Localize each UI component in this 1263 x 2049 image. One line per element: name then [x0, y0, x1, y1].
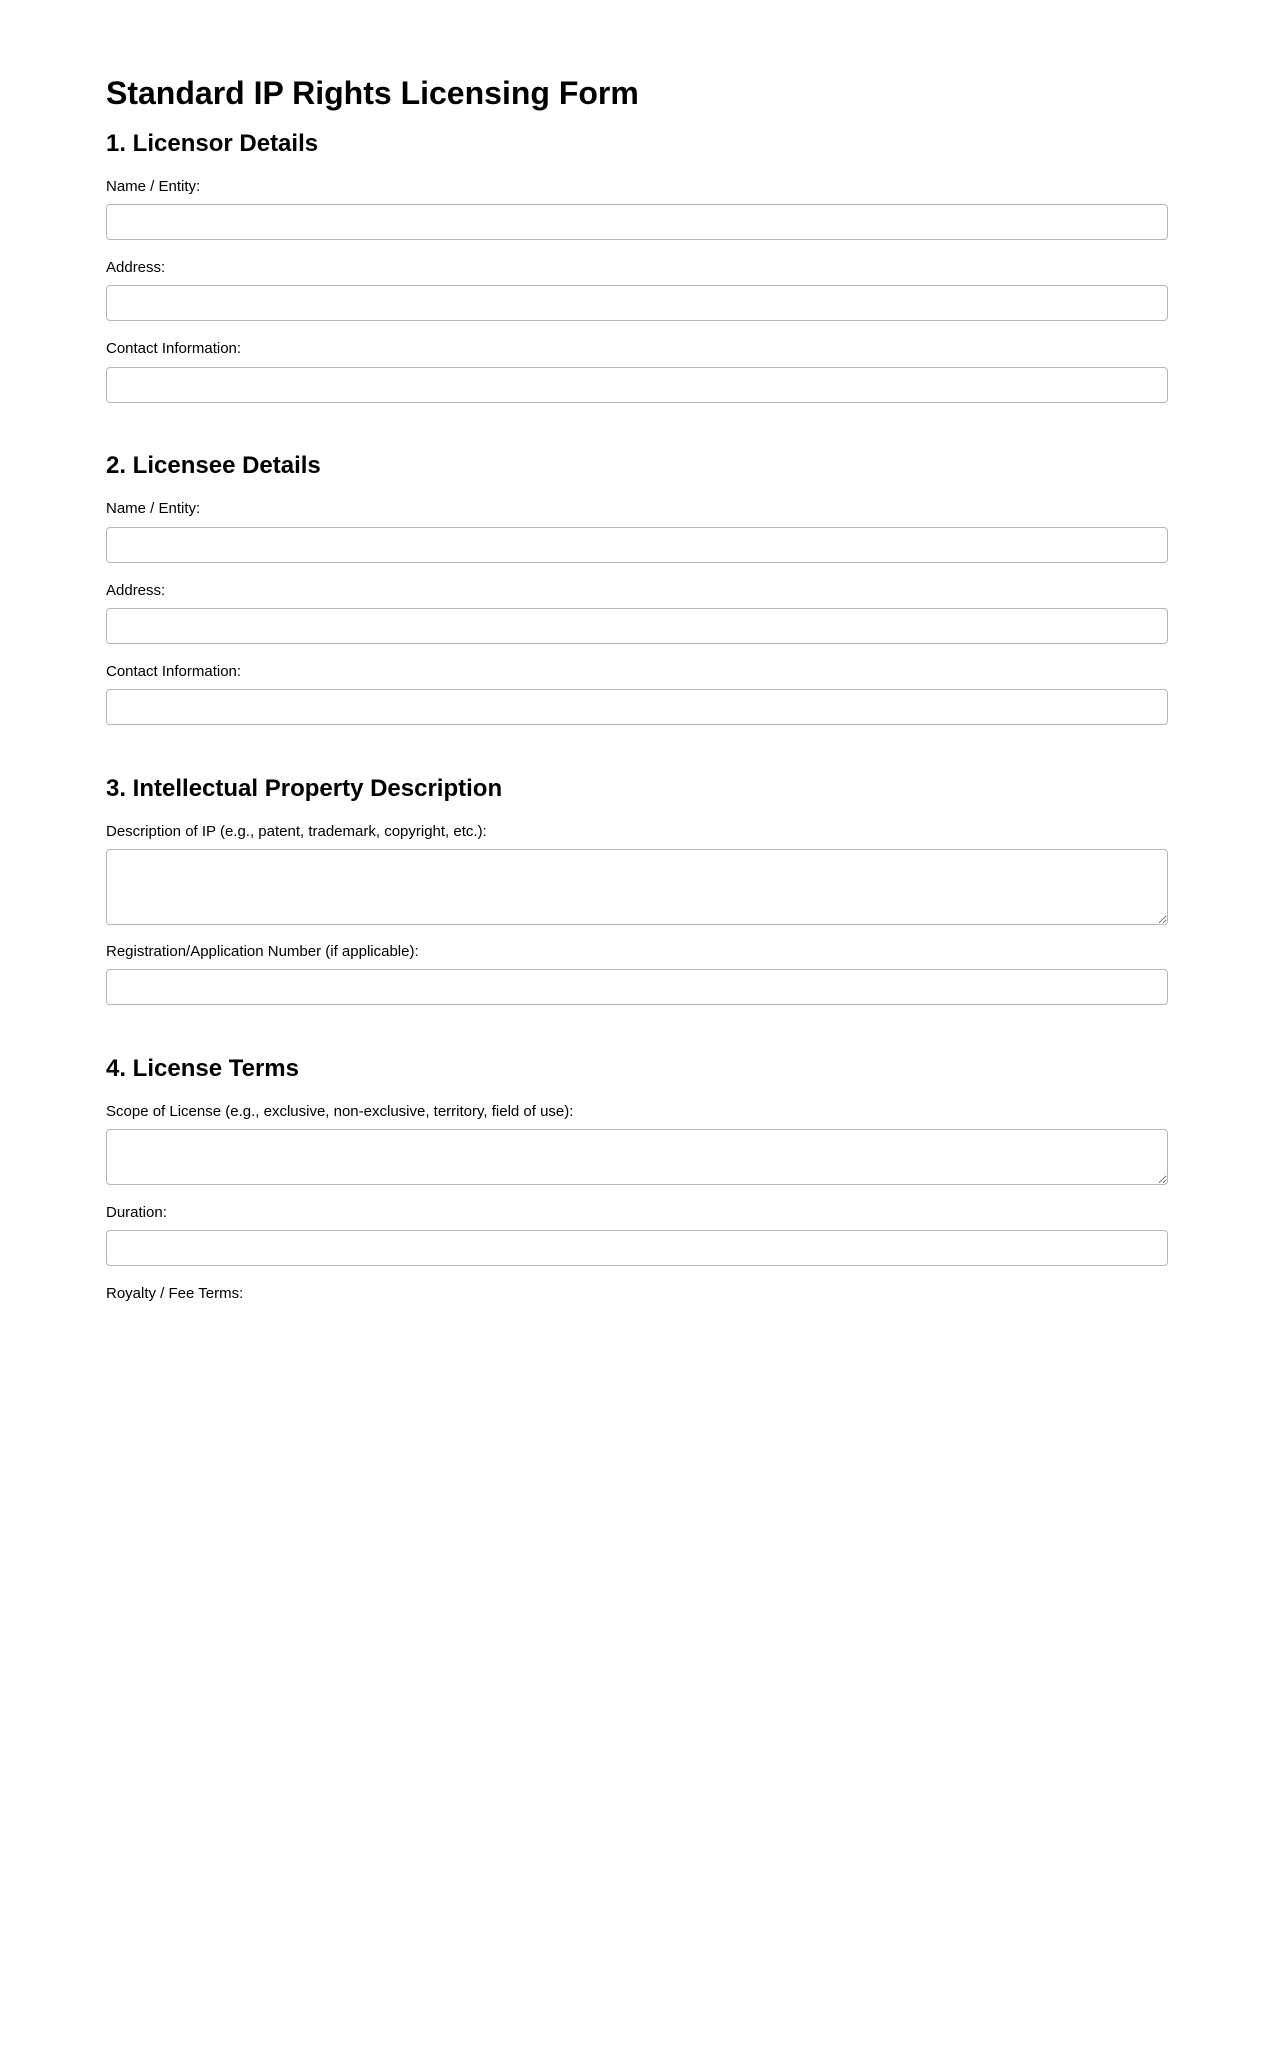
licensee-contact-input[interactable] [106, 689, 1168, 725]
registration-number-label: Registration/Application Number (if applicable): [106, 943, 419, 960]
licensor-address-label: Address: [106, 259, 166, 276]
section-heading-licensor: 1. Licensor Details [106, 130, 319, 157]
licensor-address-input[interactable] [106, 285, 1168, 321]
licensee-address-input[interactable] [106, 608, 1168, 644]
licensor-contact-label: Contact Information: [106, 340, 242, 357]
section-heading-ip-description: 3. Intellectual Property Description [106, 775, 503, 802]
licensee-name-input[interactable] [106, 527, 1168, 563]
licensor-contact-input[interactable] [106, 367, 1168, 403]
section-heading-licensee: 2. Licensee Details [106, 452, 321, 479]
license-scope-label: Scope of License (e.g., exclusive, non-exclusive, territory, field of use): [106, 1103, 574, 1120]
duration-label: Duration: [106, 1204, 167, 1221]
licensee-name-label: Name / Entity: [106, 500, 201, 517]
licensee-contact-label: Contact Information: [106, 663, 242, 680]
royalty-fee-terms-label: Royalty / Fee Terms: [106, 1285, 244, 1302]
section-heading-license-terms: 4. License Terms [106, 1055, 299, 1082]
duration-input[interactable] [106, 1230, 1168, 1266]
ip-description-textarea[interactable] [106, 849, 1168, 925]
licensor-name-input[interactable] [106, 204, 1168, 240]
license-scope-textarea[interactable] [106, 1129, 1168, 1185]
ip-description-label: Description of IP (e.g., patent, trademark, copyright, etc.): [106, 823, 487, 840]
form-title: Standard IP Rights Licensing Form [106, 75, 639, 111]
licensor-name-label: Name / Entity: [106, 178, 201, 195]
registration-number-input[interactable] [106, 969, 1168, 1005]
licensee-address-label: Address: [106, 582, 166, 599]
